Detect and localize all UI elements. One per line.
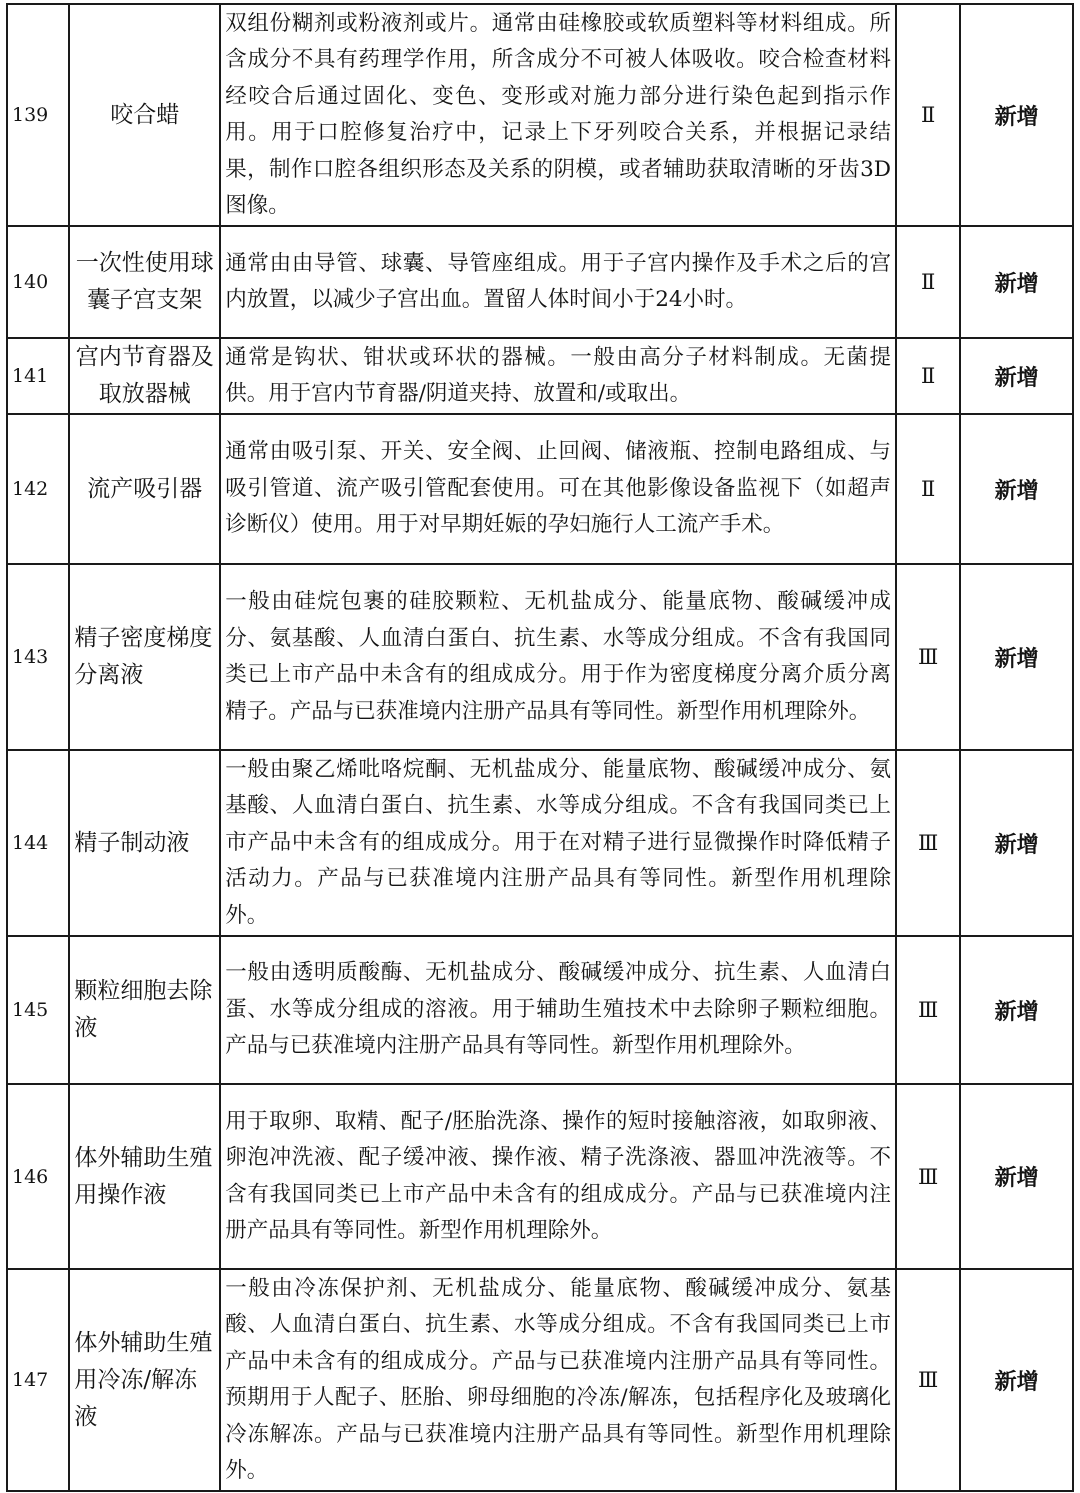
description-text: 通常由吸引泵、开关、安全阀、止回阀、储液瓶、控制电路组成、与吸引管道、流产吸引管配套使用。可在其他影像设备监视下（如超声诊断仪）使用。用于对早期妊娠的孕妇施行人工流产手术。 (225, 439, 891, 538)
device-catalog-table (6, 3, 1074, 1492)
status-note: 新增 (960, 1269, 1073, 1491)
management-class: Ⅲ (896, 564, 960, 750)
management-class: Ⅱ (896, 4, 960, 226)
product-description (220, 936, 896, 1084)
management-class: Ⅲ (896, 1269, 960, 1491)
row-number: 144 (7, 750, 69, 936)
table-row (7, 750, 1073, 936)
description-text: 通常是钩状、钳状或环状的器械。一般由高分子材料制成。无菌提供。用于宫内节育器/阴道夹持、放置和/或取出。 (225, 344, 891, 406)
management-class: Ⅱ (896, 226, 960, 338)
description-text: 一般由聚乙烯吡咯烷酮、无机盐成分、能量底物、酸碱缓冲成分、氨基酸、人血清白蛋白、抗生素、水等成分组成。不含有我国同类已上市产品中未含有的组成成分。用于在对精子进行显微操作时降低精子活动力。产品与已获准境内注册产品具有等同性。新型作用机理除外。 (225, 756, 891, 928)
row-number: 140 (7, 226, 69, 338)
product-name: 精子密度梯度分离液 (69, 564, 220, 750)
product-description (220, 338, 896, 414)
management-class: Ⅲ (896, 750, 960, 936)
product-description (220, 226, 896, 338)
product-description (220, 414, 896, 564)
product-description (220, 1084, 896, 1269)
table-row (7, 226, 1073, 338)
table-row (7, 564, 1073, 750)
row-number: 139 (7, 4, 69, 226)
description-text: 一般由硅烷包裹的硅胶颗粒、无机盐成分、能量底物、酸碱缓冲成分、氨基酸、人血清白蛋白、抗生素、水等成分组成。不含有我国同类已上市产品中未含有的组成成分。用于作为密度梯度分离介质分离精子。产品与已获准境内注册产品具有等同性。新型作用机理除外。 (225, 589, 891, 724)
status-note: 新增 (960, 564, 1073, 750)
row-number: 145 (7, 936, 69, 1084)
description-text: 用于取卵、取精、配子/胚胎洗涤、操作的短时接触溶液，如取卵液、卵泡冲洗液、配子缓冲液、操作液、精子洗涤液、器皿冲洗液等。不含有我国同类已上市产品中未含有的组成成分。产品与已获准境内注册产品具有等同性。新型作用机理除外。 (225, 1108, 891, 1243)
row-number: 147 (7, 1269, 69, 1491)
product-name: 咬合蜡 (69, 4, 220, 226)
description-text: 双组份糊剂或粉液剂或片。通常由硅橡胶或软质塑料等材料组成。所含成分不具有药理学作用，所含成分不可被人体吸收。咬合检查材料经咬合后通过固化、变色、变形或对施力部分进行染色起到指示作用。用于口腔修复治疗中，记录上下牙列咬合关系，并根据记录结果，制作口腔各组织形态及关系的阴模，或者辅助获取清晰的牙齿3D图像。 (225, 10, 891, 218)
product-name: 精子制动液 (69, 750, 220, 936)
row-number: 146 (7, 1084, 69, 1269)
status-note: 新增 (960, 414, 1073, 564)
status-note: 新增 (960, 4, 1073, 226)
description-text: 通常由由导管、球囊、导管座组成。用于子宫内操作及手术之后的宫内放置，以减少子宫出血。置留人体时间小于24小时。 (225, 250, 891, 312)
status-note: 新增 (960, 750, 1073, 936)
row-number: 141 (7, 338, 69, 414)
row-number: 142 (7, 414, 69, 564)
status-note: 新增 (960, 338, 1073, 414)
status-note: 新增 (960, 936, 1073, 1084)
management-class: Ⅱ (896, 338, 960, 414)
table-row (7, 1084, 1073, 1269)
product-description (220, 1269, 896, 1491)
table-row (7, 414, 1073, 564)
product-description (220, 564, 896, 750)
management-class: Ⅲ (896, 936, 960, 1084)
description-text: 一般由透明质酸酶、无机盐成分、酸碱缓冲成分、抗生素、人血清白蛋、水等成分组成的溶液。用于辅助生殖技术中去除卵子颗粒细胞。产品与已获准境内注册产品具有等同性。新型作用机理除外。 (225, 960, 891, 1059)
status-note: 新增 (960, 226, 1073, 338)
product-description (220, 4, 896, 226)
table-row (7, 338, 1073, 414)
table-row (7, 1269, 1073, 1491)
product-name: 体外辅助生殖用冷冻/解冻液 (69, 1269, 220, 1491)
status-note: 新增 (960, 1084, 1073, 1269)
table-row (7, 4, 1073, 226)
description-text: 一般由冷冻保护剂、无机盐成分、能量底物、酸碱缓冲成分、氨基酸、人血清白蛋白、抗生素、水等成分组成。不含有我国同类已上市产品中未含有的组成成分。产品与已获准境内注册产品具有等同性。预期用于人配子、胚胎、卵母细胞的冷冻/解冻，包括程序化及玻璃化冷冻解冻。产品与已获准境内注册产品具有等同性。新型作用机理除外。 (225, 1275, 891, 1483)
management-class: Ⅲ (896, 1084, 960, 1269)
product-name: 一次性使用球囊子宫支架 (69, 226, 220, 338)
product-name: 宫内节育器及取放器械 (69, 338, 220, 414)
row-number: 143 (7, 564, 69, 750)
table-row (7, 936, 1073, 1084)
product-name: 体外辅助生殖用操作液 (69, 1084, 220, 1269)
product-description (220, 750, 896, 936)
product-name: 颗粒细胞去除液 (69, 936, 220, 1084)
product-name: 流产吸引器 (69, 414, 220, 564)
management-class: Ⅱ (896, 414, 960, 564)
